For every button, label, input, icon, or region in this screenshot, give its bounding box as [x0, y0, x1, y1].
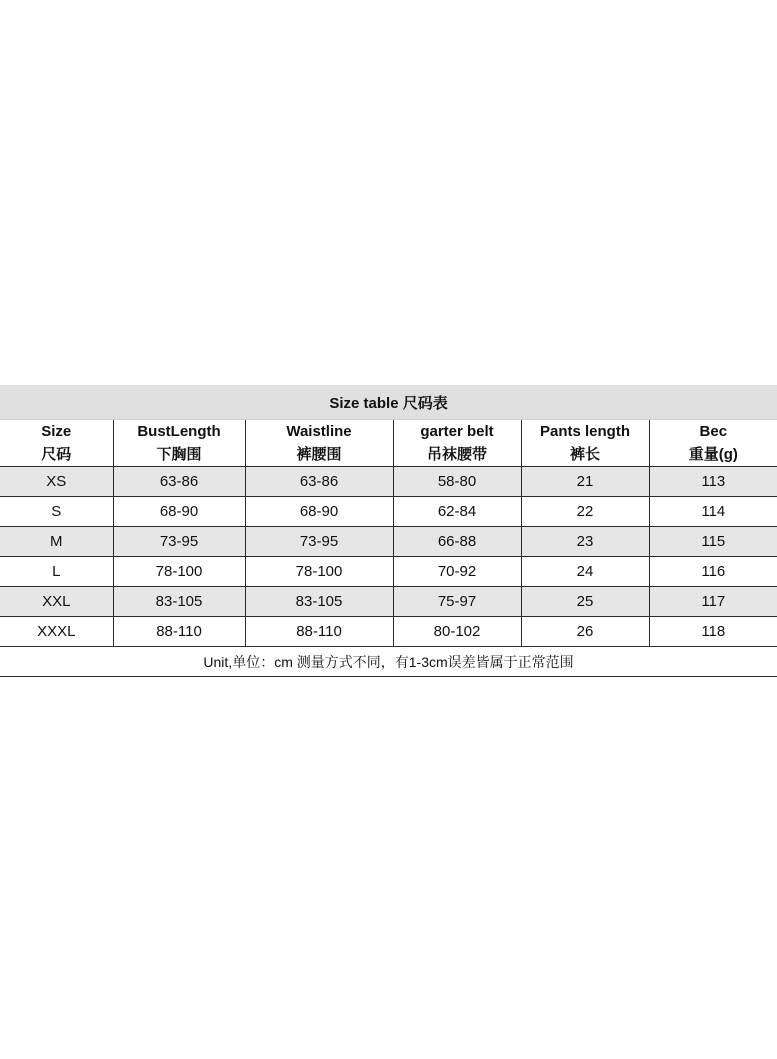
cell-garter-belt: 70-92 — [393, 557, 521, 587]
table-title-row — [0, 385, 777, 420]
cell-waistline: 88-110 — [245, 617, 393, 647]
table-row — [0, 587, 777, 617]
cell-weight: 117 — [649, 587, 777, 617]
cell-size: M — [0, 527, 113, 557]
cell-waistline: 63-86 — [245, 467, 393, 497]
header-bust-length-cn: 下胸围 — [156, 446, 202, 463]
cell-size: XXXL — [0, 617, 113, 647]
cell-garter-belt: 62-84 — [393, 497, 521, 527]
header-weight-cn: 重量(g) — [688, 446, 738, 463]
header-waistline — [245, 420, 393, 467]
cell-bust-length: 88-110 — [113, 617, 245, 647]
table-note-row — [0, 647, 777, 677]
cell-waistline: 78-100 — [245, 557, 393, 587]
table-row — [0, 497, 777, 527]
header-garter-belt — [393, 420, 521, 467]
measurement-note: Unit,单位：cm 测量方式不同，有1-3cm误差皆属于正常范围 — [0, 647, 777, 677]
header-pants-length — [521, 420, 649, 467]
cell-garter-belt: 66-88 — [393, 527, 521, 557]
table-row — [0, 617, 777, 647]
cell-bust-length: 68-90 — [113, 497, 245, 527]
cell-bust-length: 83-105 — [113, 587, 245, 617]
cell-pants-length: 22 — [521, 497, 649, 527]
cell-pants-length: 25 — [521, 587, 649, 617]
cell-weight: 113 — [649, 467, 777, 497]
cell-size: L — [0, 557, 113, 587]
header-garter-belt-en: garter belt — [420, 423, 494, 440]
size-table — [0, 385, 777, 677]
cell-weight: 114 — [649, 497, 777, 527]
header-bust-length-en: BustLength — [137, 423, 221, 440]
cell-waistline: 68-90 — [245, 497, 393, 527]
cell-weight: 115 — [649, 527, 777, 557]
table-row — [0, 467, 777, 497]
table-title: Size table 尺码表 — [0, 385, 777, 420]
header-bust-length — [113, 420, 245, 467]
cell-garter-belt: 58-80 — [393, 467, 521, 497]
table-row — [0, 557, 777, 587]
table-row — [0, 527, 777, 557]
header-size — [0, 420, 113, 467]
cell-pants-length: 23 — [521, 527, 649, 557]
size-table-container — [0, 385, 777, 677]
cell-bust-length: 78-100 — [113, 557, 245, 587]
cell-pants-length: 26 — [521, 617, 649, 647]
cell-bust-length: 63-86 — [113, 467, 245, 497]
cell-waistline: 73-95 — [245, 527, 393, 557]
header-size-en: Size — [41, 423, 72, 440]
header-pants-length-cn: 裤长 — [569, 446, 600, 463]
header-size-cn: 尺码 — [41, 446, 72, 463]
header-waistline-en: Waistline — [286, 423, 352, 440]
cell-bust-length: 73-95 — [113, 527, 245, 557]
cell-weight: 116 — [649, 557, 777, 587]
cell-weight: 118 — [649, 617, 777, 647]
cell-garter-belt: 80-102 — [393, 617, 521, 647]
header-waistline-cn: 裤腰围 — [296, 446, 342, 463]
table-header-row — [0, 420, 777, 467]
cell-garter-belt: 75-97 — [393, 587, 521, 617]
cell-waistline: 83-105 — [245, 587, 393, 617]
header-garter-belt-cn: 吊袜腰带 — [426, 446, 487, 463]
header-weight — [649, 420, 777, 467]
cell-size: XXL — [0, 587, 113, 617]
cell-pants-length: 21 — [521, 467, 649, 497]
header-pants-length-en: Pants length — [539, 423, 630, 440]
cell-size: XS — [0, 467, 113, 497]
cell-size: S — [0, 497, 113, 527]
cell-pants-length: 24 — [521, 557, 649, 587]
header-weight-en: Bec — [699, 423, 728, 440]
